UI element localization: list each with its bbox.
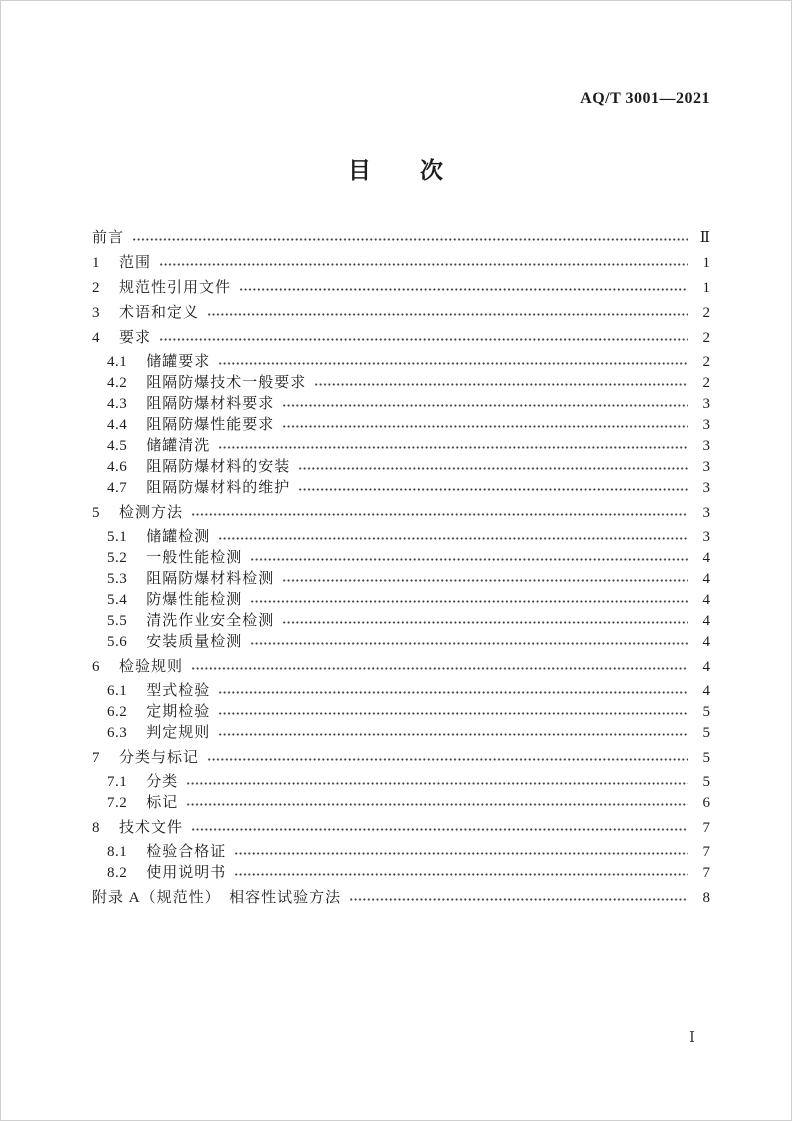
- standard-number: AQ/T 3001—2021: [580, 90, 710, 107]
- toc-entry-page: 5: [702, 774, 710, 790]
- toc-leader-dots: [218, 729, 688, 740]
- toc-entry-page: 7: [702, 820, 710, 836]
- toc-entry-page: 2: [702, 375, 710, 391]
- toc-entry-label: 规范性引用文件: [119, 280, 232, 296]
- toc-entry-number: 5.6: [107, 634, 128, 650]
- toc-entry-label: 型式检验: [146, 683, 211, 699]
- toc-entry-page: 4: [702, 659, 710, 675]
- toc-entry-label: 清洗作业安全检测: [146, 613, 275, 629]
- toc-entry-page: 4: [702, 592, 710, 608]
- toc-entry-number: 4.3: [107, 396, 128, 412]
- toc-entry-label: 标记: [146, 795, 179, 811]
- toc-entry-page: 4: [702, 550, 710, 566]
- toc-leader-dots: [191, 509, 688, 520]
- toc-leader-dots: [234, 848, 688, 859]
- toc-entry-page: 7: [702, 844, 710, 860]
- toc-entry-page: 4: [702, 683, 710, 699]
- toc-entry-page: 3: [702, 417, 710, 433]
- toc-entry-label: 判定规则: [146, 725, 211, 741]
- toc-entry: [92, 436, 710, 457]
- toc-entry-number: 4: [92, 330, 100, 346]
- toc-entry-page: 7: [702, 865, 710, 881]
- toc-entry: [92, 818, 710, 839]
- toc-leader-dots: [218, 708, 688, 719]
- toc-entry-number: 4.5: [107, 438, 128, 454]
- toc-leader-dots: [282, 421, 688, 432]
- toc-entry-number: 6.3: [107, 725, 128, 741]
- toc-entry-page: 4: [702, 571, 710, 587]
- toc-entry: [92, 352, 710, 373]
- toc-leader-dots: [282, 400, 688, 411]
- toc-entry-page: 3: [702, 459, 710, 475]
- toc-entry: [92, 415, 710, 436]
- toc-entry: [92, 278, 710, 299]
- toc-entry-label: 储罐要求: [146, 354, 211, 370]
- toc-entry: [92, 253, 710, 274]
- toc-entry-number: 1: [92, 255, 100, 271]
- toc-entry: [92, 548, 710, 569]
- toc-entry-label: 检验规则: [119, 659, 184, 675]
- toc-entry-page: 8: [702, 890, 710, 906]
- toc-entry-page: 2: [702, 354, 710, 370]
- toc-entry-label: 阻隔防爆材料的安装: [146, 459, 291, 475]
- toc-leader-dots: [218, 687, 688, 698]
- toc-leader-dots: [282, 617, 688, 628]
- toc-entry-number: 4.6: [107, 459, 128, 475]
- toc-entry-page: 3: [702, 396, 710, 412]
- toc-entry-number: 7.2: [107, 795, 128, 811]
- toc-entry-page: Ⅱ: [699, 230, 710, 246]
- toc-entry-label: 储罐清洗: [146, 438, 211, 454]
- toc-entry-page: 3: [702, 438, 710, 454]
- toc-entry-page: 2: [702, 330, 710, 346]
- toc-entry-page: 1: [702, 255, 710, 271]
- toc-entry-label: 防爆性能检测: [146, 592, 243, 608]
- toc-leader-dots: [159, 259, 688, 270]
- toc-leader-dots: [234, 869, 688, 880]
- toc-entry-number: 6.2: [107, 704, 128, 720]
- toc-leader-dots: [207, 754, 688, 765]
- toc-entry-number: 5.3: [107, 571, 128, 587]
- toc-entry: [92, 373, 710, 394]
- toc-leader-dots: [191, 824, 688, 835]
- toc-entry-label: 技术文件: [119, 820, 184, 836]
- toc-entry-label: 范围: [119, 255, 152, 271]
- toc-entry: [92, 527, 710, 548]
- toc-leader-dots: [298, 463, 688, 474]
- toc-entry: [92, 457, 710, 478]
- toc-entry-page: 6: [702, 795, 710, 811]
- toc-entry: [92, 657, 710, 678]
- toc-entry-number: 4.7: [107, 480, 128, 496]
- toc-entry-number: 7.1: [107, 774, 128, 790]
- toc-entry-page: 5: [702, 750, 710, 766]
- toc-entry: [92, 748, 710, 769]
- toc-entry-number: 5.1: [107, 529, 128, 545]
- toc-leader-dots: [132, 234, 688, 245]
- toc-entry-number: 6.1: [107, 683, 128, 699]
- toc-leader-dots: [349, 894, 688, 905]
- toc-entry-label: 分类: [146, 774, 179, 790]
- toc-entry: [92, 328, 710, 349]
- toc-entry-label: 安装质量检测: [146, 634, 243, 650]
- toc-entry-number: 3: [92, 305, 100, 321]
- toc-entry-number: 5.5: [107, 613, 128, 629]
- toc-entry-label: 检测方法: [119, 505, 184, 521]
- toc-entry-number: 5.2: [107, 550, 128, 566]
- toc-leader-dots: [314, 379, 688, 390]
- toc-leader-dots: [298, 484, 688, 495]
- toc-entry: [92, 303, 710, 324]
- toc-leader-dots: [239, 284, 688, 295]
- toc-entry: [92, 478, 710, 499]
- toc-leader-dots: [282, 575, 688, 586]
- toc-entry-number: 7: [92, 750, 100, 766]
- toc-entry-page: 3: [702, 505, 710, 521]
- toc-entry: [92, 723, 710, 744]
- toc-entry-number: 5.4: [107, 592, 128, 608]
- toc-leader-dots: [218, 358, 688, 369]
- toc-entry-page: 5: [702, 704, 710, 720]
- toc-entry: [92, 863, 710, 884]
- toc-entry-label: 阻隔防爆技术一般要求: [146, 375, 307, 391]
- toc-leader-dots: [250, 638, 688, 649]
- toc-entry: [92, 590, 710, 611]
- toc-entry-label: 阻隔防爆材料的维护: [146, 480, 291, 496]
- toc-entry: [92, 228, 710, 249]
- table-of-contents: [92, 224, 710, 912]
- toc-leader-dots: [218, 442, 688, 453]
- toc-entry: [92, 793, 710, 814]
- toc-entry-label: 一般性能检测: [146, 550, 243, 566]
- toc-entry-label: 附录 A（规范性） 相容性试验方法: [92, 890, 342, 906]
- toc-entry-page: 1: [702, 280, 710, 296]
- toc-leader-dots: [207, 309, 688, 320]
- toc-entry-number: 5: [92, 505, 100, 521]
- toc-entry: [92, 681, 710, 702]
- toc-leader-dots: [250, 596, 688, 607]
- toc-entry: [92, 842, 710, 863]
- toc-entry: [92, 569, 710, 590]
- toc-leader-dots: [159, 334, 688, 345]
- toc-entry-number: 8.1: [107, 844, 128, 860]
- toc-entry-label: 分类与标记: [119, 750, 200, 766]
- toc-leader-dots: [191, 663, 688, 674]
- toc-entry-label: 阻隔防爆性能要求: [146, 417, 275, 433]
- toc-leader-dots: [186, 778, 688, 789]
- toc-entry-label: 要求: [119, 330, 152, 346]
- toc-entry: [92, 503, 710, 524]
- toc-entry-label: 阻隔防爆材料要求: [146, 396, 275, 412]
- toc-entry-label: 术语和定义: [119, 305, 200, 321]
- toc-entry-page: 4: [702, 634, 710, 650]
- toc-entry: [92, 611, 710, 632]
- toc-entry-page: 4: [702, 613, 710, 629]
- toc-entry-label: 阻隔防爆材料检测: [146, 571, 275, 587]
- toc-entry-number: 6: [92, 659, 100, 675]
- toc-leader-dots: [186, 799, 688, 810]
- toc-entry-label: 检验合格证: [146, 844, 227, 860]
- footer-page-number: Ⅰ: [689, 1030, 695, 1046]
- toc-entry: [92, 632, 710, 653]
- toc-entry-number: 8: [92, 820, 100, 836]
- toc-entry-label: 定期检验: [146, 704, 211, 720]
- toc-entry-label: 使用说明书: [146, 865, 227, 881]
- toc-entry: [92, 702, 710, 723]
- toc-entry-number: 4.2: [107, 375, 128, 391]
- toc-entry-number: 2: [92, 280, 100, 296]
- toc-entry-number: 4.4: [107, 417, 128, 433]
- toc-leader-dots: [250, 554, 688, 565]
- toc-leader-dots: [218, 533, 688, 544]
- toc-entry-number: 4.1: [107, 354, 128, 370]
- toc-entry-label: 前言: [92, 230, 125, 246]
- toc-entry-number: 8.2: [107, 865, 128, 881]
- toc-entry: [92, 394, 710, 415]
- page-title: 目 次: [348, 158, 444, 183]
- toc-entry-page: 3: [702, 480, 710, 496]
- toc-entry-page: 5: [702, 725, 710, 741]
- toc-entry: [92, 888, 710, 909]
- toc-entry-page: 2: [702, 305, 710, 321]
- toc-entry: [92, 772, 710, 793]
- toc-entry-page: 3: [702, 529, 710, 545]
- toc-entry-label: 储罐检测: [146, 529, 211, 545]
